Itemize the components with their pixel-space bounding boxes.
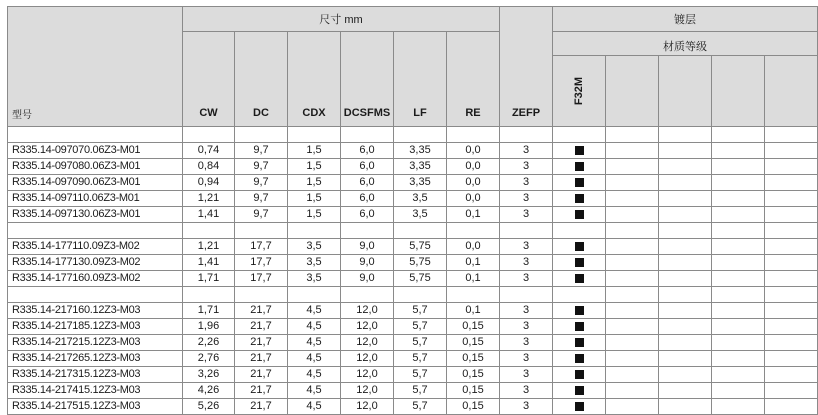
empty-grade-cell: [606, 383, 659, 399]
dcsfms-cell: 12,0: [341, 303, 394, 319]
zefp-cell: 3: [500, 239, 553, 255]
dcsfms-cell: 12,0: [341, 319, 394, 335]
grade-empty-header: [606, 56, 659, 127]
spacer-cell: [553, 287, 606, 303]
filled-square-icon: [575, 370, 584, 379]
spacer-cell: [500, 127, 553, 143]
spacer-cell: [659, 287, 712, 303]
cw-cell: 1,71: [183, 303, 235, 319]
dc-cell: 17,7: [235, 271, 288, 287]
designation-cell: R335.14-217415.12Z3-M03: [8, 383, 183, 399]
re-cell: 0,15: [447, 383, 500, 399]
dcsfms-cell: 6,0: [341, 191, 394, 207]
spacer-cell: [235, 127, 288, 143]
re-cell: 0,15: [447, 367, 500, 383]
table-row: [8, 351, 818, 367]
zefp-cell: 3: [500, 399, 553, 415]
table-row: [8, 383, 818, 399]
filled-square-icon: [575, 354, 584, 363]
designation-cell: R335.14-177130.09Z3-M02: [8, 255, 183, 271]
cdx-cell: 4,5: [288, 319, 341, 335]
cw-column-header: CW: [183, 32, 235, 127]
zefp-cell: 3: [500, 191, 553, 207]
filled-square-icon: [575, 402, 584, 411]
filled-square-icon: [575, 146, 584, 155]
empty-grade-cell: [765, 335, 818, 351]
cdx-cell: 4,5: [288, 335, 341, 351]
table-row: [8, 159, 818, 175]
empty-grade-cell: [712, 399, 765, 415]
empty-grade-cell: [606, 239, 659, 255]
re-cell: 0,15: [447, 351, 500, 367]
grade-empty-header: [659, 56, 712, 127]
spacer-cell: [8, 287, 183, 303]
dc-cell: 21,7: [235, 399, 288, 415]
empty-grade-cell: [712, 303, 765, 319]
empty-grade-cell: [712, 319, 765, 335]
table-row: [8, 319, 818, 335]
table-row: [8, 399, 818, 415]
empty-grade-cell: [606, 367, 659, 383]
dcsfms-cell: 12,0: [341, 335, 394, 351]
spacer-cell: [659, 223, 712, 239]
designation-cell: R335.14-217265.12Z3-M03: [8, 351, 183, 367]
lf-cell: 5,7: [394, 351, 447, 367]
designation-cell: R335.14-097070.06Z3-M01: [8, 143, 183, 159]
designation-cell: R335.14-097110.06Z3-M01: [8, 191, 183, 207]
re-cell: 0,1: [447, 207, 500, 223]
cdx-cell: 3,5: [288, 255, 341, 271]
zefp-cell: 3: [500, 335, 553, 351]
cdx-cell: 4,5: [288, 383, 341, 399]
spacer-cell: [500, 223, 553, 239]
spacer-cell: [235, 287, 288, 303]
spacer-cell: [288, 287, 341, 303]
dc-cell: 9,7: [235, 159, 288, 175]
lf-cell: 3,35: [394, 143, 447, 159]
empty-grade-cell: [606, 335, 659, 351]
spacer-cell: [606, 127, 659, 143]
cw-cell: 1,41: [183, 255, 235, 271]
empty-grade-cell: [765, 191, 818, 207]
cw-cell: 0,94: [183, 175, 235, 191]
cw-cell: 2,76: [183, 351, 235, 367]
cdx-column-header: CDX: [288, 32, 341, 127]
spacer-cell: [765, 287, 818, 303]
lf-cell: 5,75: [394, 271, 447, 287]
filled-square-icon: [575, 242, 584, 251]
table-row: [8, 191, 818, 207]
cw-cell: 0,74: [183, 143, 235, 159]
spacer-cell: [712, 223, 765, 239]
empty-grade-cell: [765, 207, 818, 223]
f32m-availability-cell: [553, 191, 606, 207]
spacer-cell: [288, 127, 341, 143]
zefp-column-header: ZEFP: [500, 7, 553, 127]
zefp-cell: 3: [500, 207, 553, 223]
cw-cell: 3,26: [183, 367, 235, 383]
spacer-cell: [447, 223, 500, 239]
empty-grade-cell: [606, 319, 659, 335]
table-row: [8, 367, 818, 383]
spacer-cell: [712, 127, 765, 143]
f32m-availability-cell: [553, 175, 606, 191]
empty-grade-cell: [712, 143, 765, 159]
empty-grade-cell: [712, 351, 765, 367]
spacer-cell: [500, 287, 553, 303]
empty-grade-cell: [765, 319, 818, 335]
spacer-cell: [183, 223, 235, 239]
spacer-cell: [712, 287, 765, 303]
re-cell: 0,0: [447, 239, 500, 255]
re-cell: 0,0: [447, 159, 500, 175]
zefp-cell: 3: [500, 303, 553, 319]
lf-cell: 5,75: [394, 239, 447, 255]
f32m-availability-cell: [553, 143, 606, 159]
lf-cell: 5,7: [394, 319, 447, 335]
filled-square-icon: [575, 162, 584, 171]
table-row: [8, 271, 818, 287]
cw-cell: 1,96: [183, 319, 235, 335]
empty-grade-cell: [659, 383, 712, 399]
group-spacer-row: [8, 287, 818, 303]
empty-grade-cell: [659, 271, 712, 287]
material-grade-group-header: 材质等级: [553, 32, 818, 56]
spacer-cell: [394, 287, 447, 303]
spacer-cell: [606, 223, 659, 239]
empty-grade-cell: [659, 207, 712, 223]
table-body: [8, 127, 818, 415]
table-row: [8, 207, 818, 223]
grade-f32m-label: F32M: [573, 76, 585, 106]
empty-grade-cell: [765, 303, 818, 319]
lf-cell: 5,7: [394, 335, 447, 351]
designation-cell: R335.14-097090.06Z3-M01: [8, 175, 183, 191]
empty-grade-cell: [606, 143, 659, 159]
cw-cell: 1,21: [183, 191, 235, 207]
zefp-cell: 3: [500, 351, 553, 367]
empty-grade-cell: [765, 367, 818, 383]
grade-empty-header: [712, 56, 765, 127]
spacer-cell: [8, 127, 183, 143]
dc-cell: 9,7: [235, 175, 288, 191]
empty-grade-cell: [712, 367, 765, 383]
cdx-cell: 1,5: [288, 159, 341, 175]
lf-cell: 5,7: [394, 399, 447, 415]
f32m-availability-cell: [553, 271, 606, 287]
empty-grade-cell: [606, 255, 659, 271]
lf-cell: 5,7: [394, 303, 447, 319]
empty-grade-cell: [606, 303, 659, 319]
cw-cell: 1,71: [183, 271, 235, 287]
dcsfms-cell: 12,0: [341, 351, 394, 367]
spacer-cell: [765, 127, 818, 143]
cdx-cell: 3,5: [288, 239, 341, 255]
empty-grade-cell: [712, 255, 765, 271]
dcsfms-cell: 6,0: [341, 207, 394, 223]
cw-cell: 2,26: [183, 335, 235, 351]
dc-column-header: DC: [235, 32, 288, 127]
empty-grade-cell: [659, 143, 712, 159]
lf-cell: 3,5: [394, 191, 447, 207]
empty-grade-cell: [712, 271, 765, 287]
zefp-cell: 3: [500, 319, 553, 335]
f32m-availability-cell: [553, 303, 606, 319]
cdx-cell: 3,5: [288, 271, 341, 287]
empty-grade-cell: [765, 399, 818, 415]
designation-cell: R335.14-217185.12Z3-M03: [8, 319, 183, 335]
spacer-cell: [341, 223, 394, 239]
table-row: [8, 239, 818, 255]
re-cell: 0,1: [447, 303, 500, 319]
empty-grade-cell: [765, 351, 818, 367]
empty-grade-cell: [606, 207, 659, 223]
lf-cell: 3,35: [394, 159, 447, 175]
dc-cell: 21,7: [235, 303, 288, 319]
dcsfms-column-header: DCSFMS: [341, 32, 394, 127]
dc-cell: 21,7: [235, 367, 288, 383]
empty-grade-cell: [659, 319, 712, 335]
empty-grade-cell: [659, 175, 712, 191]
designation-cell: R335.14-217160.12Z3-M03: [8, 303, 183, 319]
f32m-availability-cell: [553, 367, 606, 383]
spacer-cell: [341, 287, 394, 303]
empty-grade-cell: [659, 351, 712, 367]
f32m-availability-cell: [553, 319, 606, 335]
dc-cell: 17,7: [235, 239, 288, 255]
spacer-cell: [606, 287, 659, 303]
zefp-cell: 3: [500, 143, 553, 159]
re-cell: 0,15: [447, 335, 500, 351]
cw-cell: 1,21: [183, 239, 235, 255]
spacer-cell: [341, 127, 394, 143]
re-cell: 0,0: [447, 143, 500, 159]
filled-square-icon: [575, 306, 584, 315]
filled-square-icon: [575, 274, 584, 283]
dc-cell: 9,7: [235, 191, 288, 207]
designation-cell: R335.14-177110.09Z3-M02: [8, 239, 183, 255]
f32m-availability-cell: [553, 335, 606, 351]
filled-square-icon: [575, 194, 584, 203]
empty-grade-cell: [712, 239, 765, 255]
re-cell: 0,0: [447, 191, 500, 207]
dcsfms-cell: 6,0: [341, 143, 394, 159]
zefp-cell: 3: [500, 367, 553, 383]
empty-grade-cell: [659, 367, 712, 383]
zefp-cell: 3: [500, 271, 553, 287]
dcsfms-cell: 12,0: [341, 399, 394, 415]
cdx-cell: 4,5: [288, 351, 341, 367]
spacer-cell: [447, 127, 500, 143]
empty-grade-cell: [606, 191, 659, 207]
cdx-cell: 1,5: [288, 191, 341, 207]
empty-grade-cell: [606, 159, 659, 175]
spacer-cell: [447, 287, 500, 303]
dcsfms-cell: 9,0: [341, 271, 394, 287]
dcsfms-cell: 9,0: [341, 255, 394, 271]
empty-grade-cell: [712, 383, 765, 399]
table-row: [8, 175, 818, 191]
dc-cell: 21,7: [235, 383, 288, 399]
f32m-availability-cell: [553, 351, 606, 367]
cdx-cell: 4,5: [288, 367, 341, 383]
re-cell: 0,0: [447, 175, 500, 191]
filled-square-icon: [575, 338, 584, 347]
filled-square-icon: [575, 322, 584, 331]
designation-cell: R335.14-217515.12Z3-M03: [8, 399, 183, 415]
designation-cell: R335.14-097080.06Z3-M01: [8, 159, 183, 175]
dcsfms-cell: 12,0: [341, 367, 394, 383]
empty-grade-cell: [765, 255, 818, 271]
cw-cell: 0,84: [183, 159, 235, 175]
lf-cell: 3,35: [394, 175, 447, 191]
dc-cell: 21,7: [235, 319, 288, 335]
spacer-cell: [183, 127, 235, 143]
empty-grade-cell: [606, 175, 659, 191]
f32m-availability-cell: [553, 383, 606, 399]
empty-grade-cell: [606, 399, 659, 415]
cw-cell: 4,26: [183, 383, 235, 399]
empty-grade-cell: [712, 159, 765, 175]
zefp-cell: 3: [500, 383, 553, 399]
empty-grade-cell: [765, 175, 818, 191]
filled-square-icon: [575, 210, 584, 219]
filled-square-icon: [575, 386, 584, 395]
empty-grade-cell: [712, 191, 765, 207]
cdx-cell: 4,5: [288, 399, 341, 415]
empty-grade-cell: [606, 271, 659, 287]
empty-grade-cell: [712, 335, 765, 351]
dcsfms-cell: 12,0: [341, 383, 394, 399]
f32m-availability-cell: [553, 207, 606, 223]
empty-grade-cell: [659, 239, 712, 255]
designation-cell: R335.14-217215.12Z3-M03: [8, 335, 183, 351]
re-cell: 0,15: [447, 319, 500, 335]
spacer-cell: [553, 223, 606, 239]
spacer-cell: [765, 223, 818, 239]
grade-empty-header: [765, 56, 818, 127]
empty-grade-cell: [765, 271, 818, 287]
spacer-cell: [235, 223, 288, 239]
f32m-availability-cell: [553, 159, 606, 175]
cdx-cell: 1,5: [288, 175, 341, 191]
table-row: [8, 303, 818, 319]
empty-grade-cell: [659, 191, 712, 207]
filled-square-icon: [575, 258, 584, 267]
designation-cell: R335.14-177160.09Z3-M02: [8, 271, 183, 287]
designation-cell: R335.14-097130.06Z3-M01: [8, 207, 183, 223]
type-column-header: 型号: [8, 7, 183, 127]
grade-f32m-header: [553, 56, 606, 127]
empty-grade-cell: [659, 255, 712, 271]
lf-cell: 5,7: [394, 367, 447, 383]
dc-cell: 9,7: [235, 207, 288, 223]
filled-square-icon: [575, 178, 584, 187]
dcsfms-cell: 9,0: [341, 239, 394, 255]
empty-grade-cell: [712, 207, 765, 223]
lf-cell: 5,7: [394, 383, 447, 399]
empty-grade-cell: [659, 335, 712, 351]
designation-cell: R335.14-217315.12Z3-M03: [8, 367, 183, 383]
group-spacer-row: [8, 127, 818, 143]
zefp-cell: 3: [500, 159, 553, 175]
dc-cell: 9,7: [235, 143, 288, 159]
empty-grade-cell: [659, 159, 712, 175]
table-row: [8, 335, 818, 351]
re-cell: 0,15: [447, 399, 500, 415]
lf-cell: 5,75: [394, 255, 447, 271]
coating-group-header: 镀层: [553, 7, 818, 32]
spacer-cell: [288, 223, 341, 239]
re-column-header: RE: [447, 32, 500, 127]
insert-spec-table: [7, 6, 818, 415]
empty-grade-cell: [765, 383, 818, 399]
cw-cell: 1,41: [183, 207, 235, 223]
empty-grade-cell: [712, 175, 765, 191]
dc-cell: 21,7: [235, 335, 288, 351]
spacer-cell: [394, 127, 447, 143]
empty-grade-cell: [659, 303, 712, 319]
cdx-cell: 1,5: [288, 207, 341, 223]
table-row: [8, 255, 818, 271]
spacer-cell: [394, 223, 447, 239]
re-cell: 0,1: [447, 271, 500, 287]
lf-cell: 3,5: [394, 207, 447, 223]
dc-cell: 17,7: [235, 255, 288, 271]
empty-grade-cell: [765, 159, 818, 175]
zefp-cell: 3: [500, 175, 553, 191]
re-cell: 0,1: [447, 255, 500, 271]
cdx-cell: 1,5: [288, 143, 341, 159]
table-row: [8, 143, 818, 159]
dimensions-group-header: 尺寸 mm: [183, 7, 500, 32]
dcsfms-cell: 6,0: [341, 175, 394, 191]
empty-grade-cell: [659, 399, 712, 415]
f32m-availability-cell: [553, 239, 606, 255]
empty-grade-cell: [606, 351, 659, 367]
cdx-cell: 4,5: [288, 303, 341, 319]
group-spacer-row: [8, 223, 818, 239]
f32m-availability-cell: [553, 399, 606, 415]
spacer-cell: [553, 127, 606, 143]
f32m-availability-cell: [553, 255, 606, 271]
dc-cell: 21,7: [235, 351, 288, 367]
spacer-cell: [659, 127, 712, 143]
dcsfms-cell: 6,0: [341, 159, 394, 175]
lf-column-header: LF: [394, 32, 447, 127]
cw-cell: 5,26: [183, 399, 235, 415]
spacer-cell: [183, 287, 235, 303]
zefp-cell: 3: [500, 255, 553, 271]
spacer-cell: [8, 223, 183, 239]
empty-grade-cell: [765, 143, 818, 159]
empty-grade-cell: [765, 239, 818, 255]
